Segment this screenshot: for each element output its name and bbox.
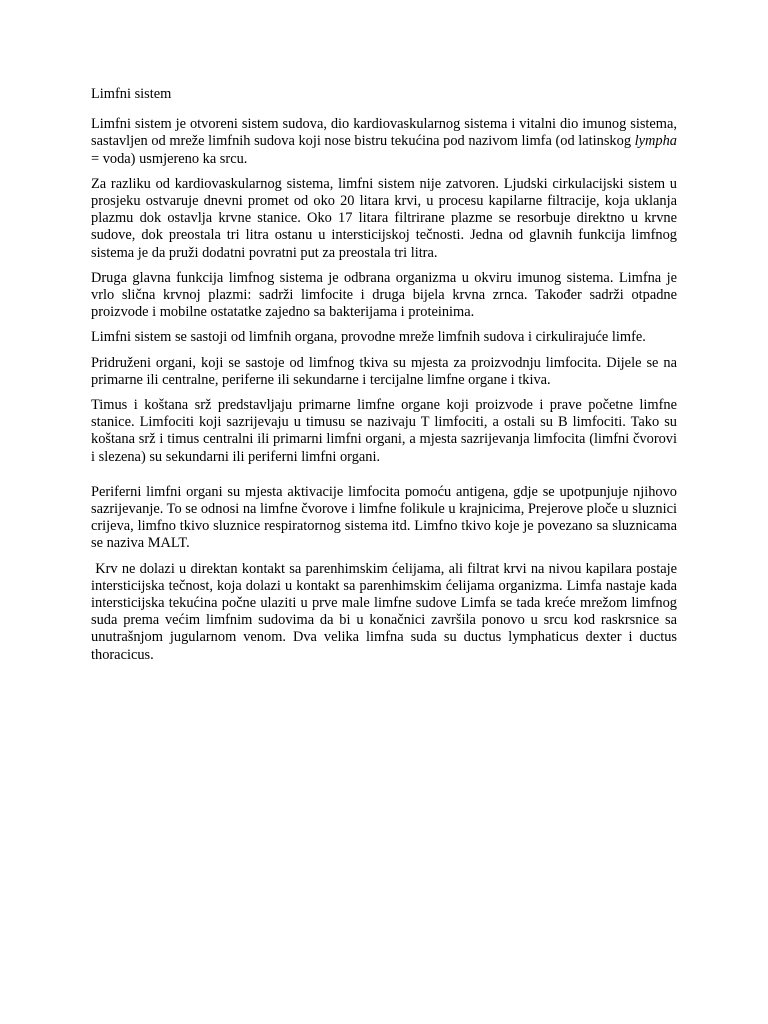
paragraph-primary-organs: Timus i koštana srž predstavljaju primarne limfne organe koji proizvode i prave početne limfne stanice. Limfociti koji sazrijevaju u timusu se nazivaju T limfociti, a ostali su B limfociti. Tako su koštana srž i timus centralni ili primarni limfni organi, a mjesta sazrijevanja limfocita (limfni čvorovi i slezena) su sekundarni ili periferni limfni organi. — [91, 397, 677, 465]
paragraph-immune-function: Druga glavna funkcija limfnog sistema je odbrana organizma u okviru imunog sistema. Limfna je vrlo slična krvnoj plazmi: sadrži limfocite i druga bijela krvna zrnca. Također sadrži otpadne proizvode i mobilne ostatatke zajedno sa bakterijama i proteinima. — [91, 269, 677, 321]
paragraph-peripheral-organs: Periferni limfni organi su mjesta aktivacije limfocita pomoću antigena, gdje se upotpunjuje njihovo sazrijevanje. To se odnosi na limfne čvorove i limfne folikule u krajnicima, Prejerove ploče u sluznici crijeva, limfno tkivo sluznice respiratornog sistema itd. Limfno tkivo koje je povezano sa sluznicama se naziva MALT. — [91, 483, 677, 552]
document-title: Limfni sistem — [91, 86, 172, 102]
paragraph-associated-organs: Pridruženi organi, koji se sastoje od limfnog tkiva su mjesta za proizvodnju limfocita. Dijele se na primarne ili centralne, periferne ili sekundarne i tercijalne limfne organe i tkiva. — [91, 354, 677, 388]
paragraph-composition: Limfni sistem se sastoji od limfnih organa, provodne mreže limfnih sudova i cirkulirajuće limfe. — [91, 329, 646, 346]
paragraph-lymph-formation: Krv ne dolazi u direktan kontakt sa parenhimskim ćelijama, ali filtrat krvi na nivou kapilara postaje intersticijska tečnost, koja dolazi u kontakt sa parenhimskim ćelijama organizma. Limfa nastaje kada intersticijska tekućina počne ulaziti u prve male limfne sudove Limfa se tada kreće mrežom limfnog suda prema većim limfnim sudovima da bi u konačnici završila ponovo u srcu kod raskrsnice sa unutrašnjom jugularnom venom. Dva velika limfna suda su ductus lymphaticus dexter i ductus thoracicus. — [91, 560, 677, 663]
paragraph-intro-text: Limfni sistem je otvoreni sistem sudova, dio kardiovaskularnog sistema i vitalni dio imunog sistema, sastavljen od mreže limfnih sudova koji nose bistru tekućina pod nazivom limfa (od latinskog — [91, 116, 677, 150]
paragraph-circulation: Za razliku od kardiovaskularnog sistema, limfni sistem nije zatvoren. Ljudski cirkulacijski sistem u prosjeku ostvaruje dnevni promet od oko 20 litara krvi, u procesu kapilarne filtracije, koja uklanja plazmu dok ostavlja krvne stanice. Oko 17 litara filtrirane plazme se resorbuje direktno u krvne sudove, dok preostala tri litra ostanu u intersticijskoj tečnosti. Jedna od glavnih funkcija limfnog sistema je da pruži dodatni povratni put za preostala tri litra. — [91, 175, 677, 261]
paragraph-intro-end: = voda) usmjereno ka srcu. — [91, 150, 248, 167]
paragraph-intro — [91, 116, 677, 168]
italic-term-lympha: lympha — [634, 133, 677, 150]
document-body — [91, 86, 677, 672]
